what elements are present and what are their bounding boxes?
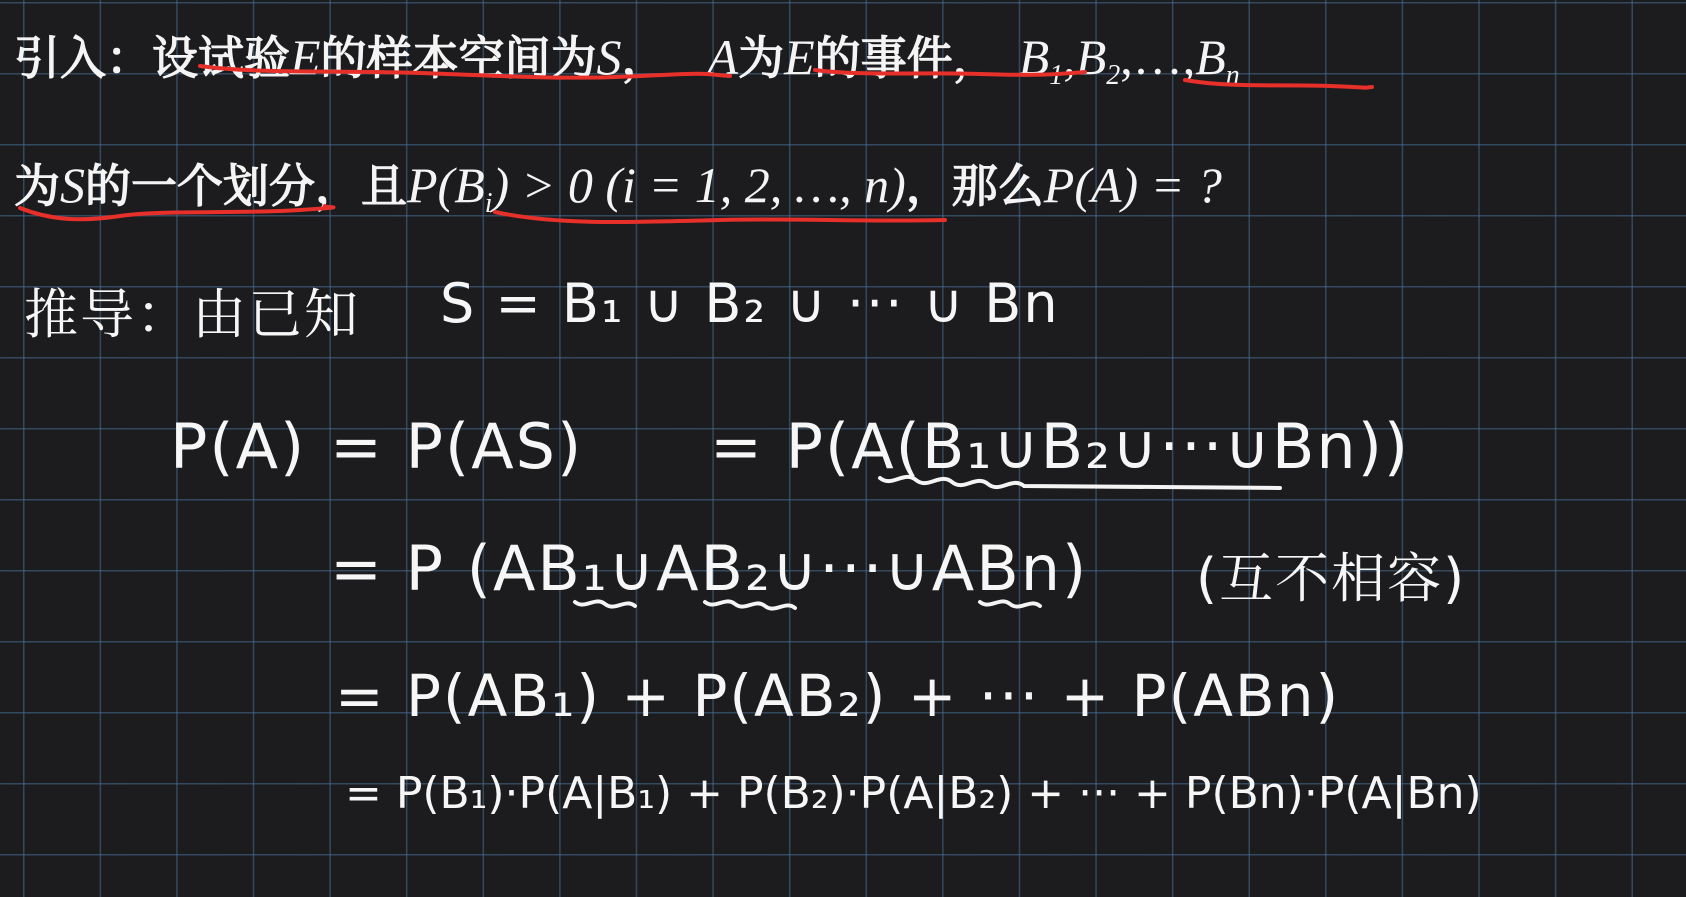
line2-text-1: 为 <box>14 159 60 213</box>
intro-text-2: 的样本空间为 <box>320 31 597 85</box>
intro-prefix: 引入： <box>14 31 152 85</box>
step2-equation: = P (AB₁∪AB₂∪···∪ABn) <box>330 532 1089 605</box>
line2-text-2: 的一个划分，且 <box>85 159 407 213</box>
line2-text-3: ，那么 <box>905 159 1044 213</box>
var-S-2: S <box>60 157 85 213</box>
step1-eq1: = P(AS) <box>330 410 584 483</box>
step4-equation: = P(B₁)·P(A|B₁) + P(B₂)·P(A|B₂) + ··· + P(Bn)·P(A|Bn) <box>345 768 1482 819</box>
derivation-label: 推导：由已知 <box>24 283 360 346</box>
intro-line: 引入：设试验E的样本空间为S， A为E的事件， $B_1,B_2,\dots,B_n$ <box>14 29 1240 91</box>
var-E-2: E <box>784 29 815 85</box>
var-B1: $B_1$ <box>1018 29 1064 91</box>
var-B2: $B_2$ <box>1075 29 1121 91</box>
intro-text-4: 的事件， <box>814 31 999 85</box>
question: P(A) = ? <box>1043 157 1222 213</box>
step1-lhs: P(A) <box>170 410 307 483</box>
intro-dots: ,…, <box>1120 29 1196 85</box>
step1-eq2: = P(A(B₁∪B₂∪···∪Bn)) <box>710 410 1411 483</box>
partition-line <box>14 150 1222 220</box>
var-A: A <box>707 29 739 85</box>
condition: $P(B_i) > 0$ (i = 1, 2, …, n) <box>407 157 906 219</box>
intro-comma: ， <box>621 31 668 85</box>
intro-text-1: 设试验 <box>152 31 290 85</box>
var-E: E <box>290 29 321 85</box>
step2-note: (互不相容) <box>1196 547 1467 610</box>
var-S: S <box>596 29 622 85</box>
intro-text-3: 为 <box>738 31 785 85</box>
step3-equation: = P(AB₁) + P(AB₂) + ··· + P(ABn) <box>335 662 1341 730</box>
var-Bn: $B_n$ <box>1195 29 1240 91</box>
partition-equation: S = B₁ ∪ B₂ ∪ ··· ∪ Bn <box>440 272 1060 335</box>
